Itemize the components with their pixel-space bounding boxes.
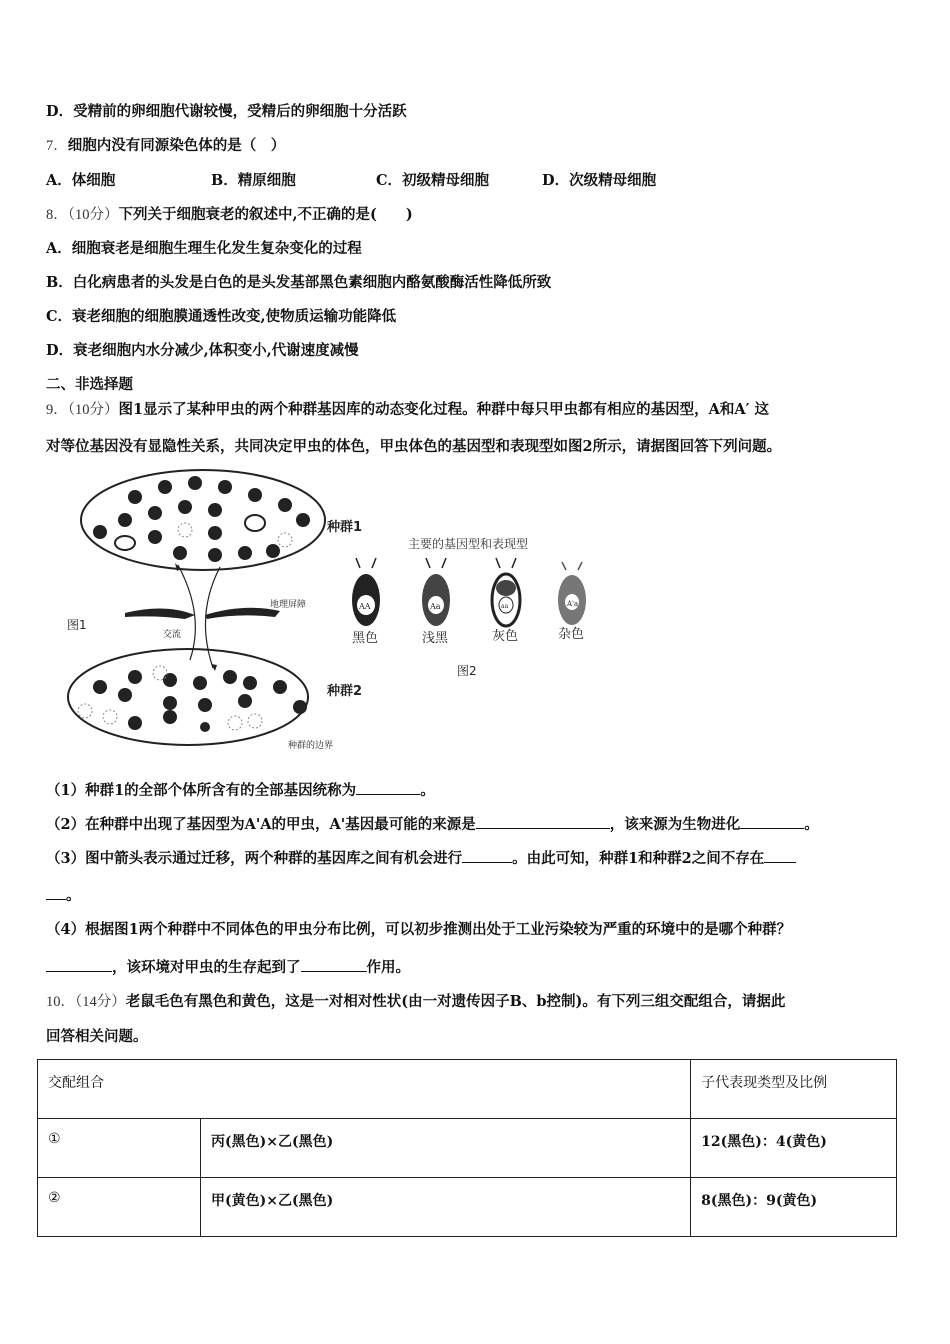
q10-stem-line2: 回答相关问题。: [46, 1028, 148, 1045]
beetle-icon-black: [352, 558, 380, 626]
population-1-label: 种群1: [327, 520, 363, 535]
option-letter: D．: [46, 103, 74, 120]
option-letter: A．: [46, 240, 72, 257]
answer-blank[interactable]: [46, 957, 112, 972]
table-cell-offspring: 8(黑色)：9(黄色): [691, 1178, 897, 1237]
beetle-icon-mottled: [558, 562, 586, 625]
q9-sub3-continued: [46, 885, 81, 906]
table-cell-offspring: 12(黑色)：4(黄色): [691, 1119, 897, 1178]
table-row: [38, 1178, 897, 1237]
sub-question-text: ，该环境对甲虫的生存起到了: [112, 959, 301, 976]
q7-option-d: [542, 171, 656, 191]
option-letter: B．: [46, 274, 73, 291]
option-text: 体细胞: [71, 172, 116, 189]
sub-question-text: （1）种群1的全部个体所含有的全部基因统称为: [46, 782, 357, 799]
table-cell-id: ①: [38, 1119, 201, 1178]
q9-stem-line2: 对等位基因没有显隐性关系，共同决定甲虫的体色，甲虫体色的基因型和表现型如图2所示，请据图回答下列问题。: [46, 438, 782, 455]
q8-option-d: [46, 341, 359, 361]
question-text: 下列关于细胞衰老的叙述中,不正确的是( ): [118, 206, 413, 223]
sub-question-text: （2）在种群中出现了基因型为A'A的甲虫，A'基因最可能的来源是: [46, 816, 476, 833]
figure-1-population-diagram: [55, 465, 345, 755]
answer-blank[interactable]: [462, 848, 512, 863]
question-score: （10分）: [67, 402, 119, 418]
option-text: 次级精母细胞: [569, 172, 657, 189]
table-header-cell: 子代表现类型及比例: [691, 1060, 897, 1119]
option-letter: D．: [542, 172, 570, 189]
option-letter: D．: [46, 342, 74, 359]
mating-cross-table: [37, 1059, 897, 1237]
svg-text:Aa: Aa: [430, 602, 441, 611]
sub-question-text: （3）图中箭头表示通过迁移，两个种群的基因库之间有机会进行: [46, 850, 463, 867]
option-text: 初级精母细胞: [402, 172, 490, 189]
section-title: 二、非选择题: [46, 376, 133, 393]
punctuation: 。: [420, 782, 435, 799]
q7-option-b: [211, 171, 296, 191]
answer-blank[interactable]: [476, 814, 610, 829]
figure-2-label: 图2: [457, 664, 477, 678]
phenotype-mottled: 杂色: [558, 627, 585, 642]
beetle-icon-gray: [492, 558, 520, 626]
phenotype-light-black: 浅黑: [422, 631, 449, 646]
sub-question-text: 。由此可知，种群1和种群2之间不存在: [512, 850, 765, 867]
question-text: 老鼠毛色有黑色和黄色，这是一对相对性状(由一对遗传因子B、b控制)。有下列三组交配组合，请据此: [125, 993, 786, 1010]
question-number: 9．: [46, 402, 68, 418]
sub-question-text: ，该来源为生物进化: [609, 816, 741, 833]
option-text: 衰老细胞的细胞膜通透性改变,使物质运输功能降低: [72, 308, 397, 325]
q9-sub4-continued: [46, 957, 410, 978]
table-cell-cross: 甲(黄色)×乙(黑色): [201, 1178, 691, 1237]
svg-text:aa: aa: [501, 603, 509, 610]
q7-option-c: [376, 171, 489, 191]
q9-sub2: [46, 814, 819, 835]
question-number: 10．: [46, 994, 75, 1010]
boundary-label: 种群的边界: [288, 741, 334, 751]
table-cell-cross: 丙(黑色)×乙(黑色): [201, 1119, 691, 1178]
option-text: 受精前的卵细胞代谢较慢，受精后的卵细胞十分活跃: [73, 103, 407, 120]
svg-text:A'a: A'a: [567, 600, 579, 608]
q8-option-a: [46, 239, 362, 259]
beetle-icon-light-black: [422, 558, 450, 626]
table-row: [38, 1119, 897, 1178]
q8-stem: [46, 205, 413, 225]
q8-option-c: [46, 307, 396, 327]
question-score: （14分）: [75, 994, 126, 1010]
question-number: 8．: [46, 207, 68, 223]
answer-blank[interactable]: [301, 957, 367, 972]
option-text: 白化病患者的头发是白色的是头发基部黑色素细胞内酪氨酸酶活性降低所致: [72, 274, 552, 291]
option-letter: C．: [376, 172, 403, 189]
phenotype-gray: 灰色: [492, 629, 519, 644]
option-text: 衰老细胞内水分减少,体积变小,代谢速度减慢: [73, 342, 359, 359]
q9-sub1: [46, 780, 435, 801]
figure-1-label: 图1: [67, 618, 87, 632]
q8-option-b: [46, 273, 551, 293]
punctuation: 。: [804, 816, 819, 833]
question-score: （10分）: [67, 207, 119, 223]
exchange-label: 交流: [163, 630, 182, 640]
question-text: 细胞内没有同源染色体的是（ ）: [67, 137, 286, 154]
q9-sub3: [46, 848, 796, 869]
answer-blank[interactable]: [740, 814, 804, 829]
option-letter: A．: [46, 172, 72, 189]
table-header-row: [38, 1060, 897, 1119]
option-text: 精原细胞: [237, 172, 296, 189]
q9-stem-line1: [46, 400, 769, 420]
svg-text:AA: AA: [359, 602, 371, 611]
question-text: 图1显示了某种甲虫的两个种群基因库的动态变化过程。种群中每只甲虫都有相应的基因型，A和A′ 这: [118, 401, 769, 418]
option-letter: B．: [211, 172, 238, 189]
phenotype-black: 黑色: [352, 631, 379, 646]
punctuation: 。: [66, 887, 81, 904]
sub-question-text: 作用。: [366, 959, 410, 976]
q7-option-a: [46, 171, 115, 191]
figure-2-title: 主要的基因型和表现型: [408, 537, 529, 551]
table-cell-id: ②: [38, 1178, 201, 1237]
figure-2-genotype-phenotype: [340, 530, 610, 680]
q7-stem: [46, 136, 285, 156]
answer-blank[interactable]: [356, 780, 420, 795]
table-header-cell: 交配组合: [38, 1060, 691, 1119]
q10-stem-line1: [46, 992, 785, 1012]
option-text: 细胞衰老是细胞生理生化发生复杂变化的过程: [71, 240, 362, 257]
option-letter: C．: [46, 308, 73, 325]
barrier-label: 地理屏障: [270, 600, 307, 610]
q9-sub4: （4）根据图1两个种群中不同体色的甲虫分布比例，可以初步推测出处于工业污染较为严重的环境中的是哪个种群？: [46, 921, 792, 938]
population-2-label: 种群2: [327, 684, 363, 699]
answer-blank[interactable]: [764, 848, 796, 863]
question-number: 7．: [46, 138, 68, 154]
q6-option-d: [46, 102, 407, 122]
answer-blank[interactable]: [46, 885, 66, 900]
